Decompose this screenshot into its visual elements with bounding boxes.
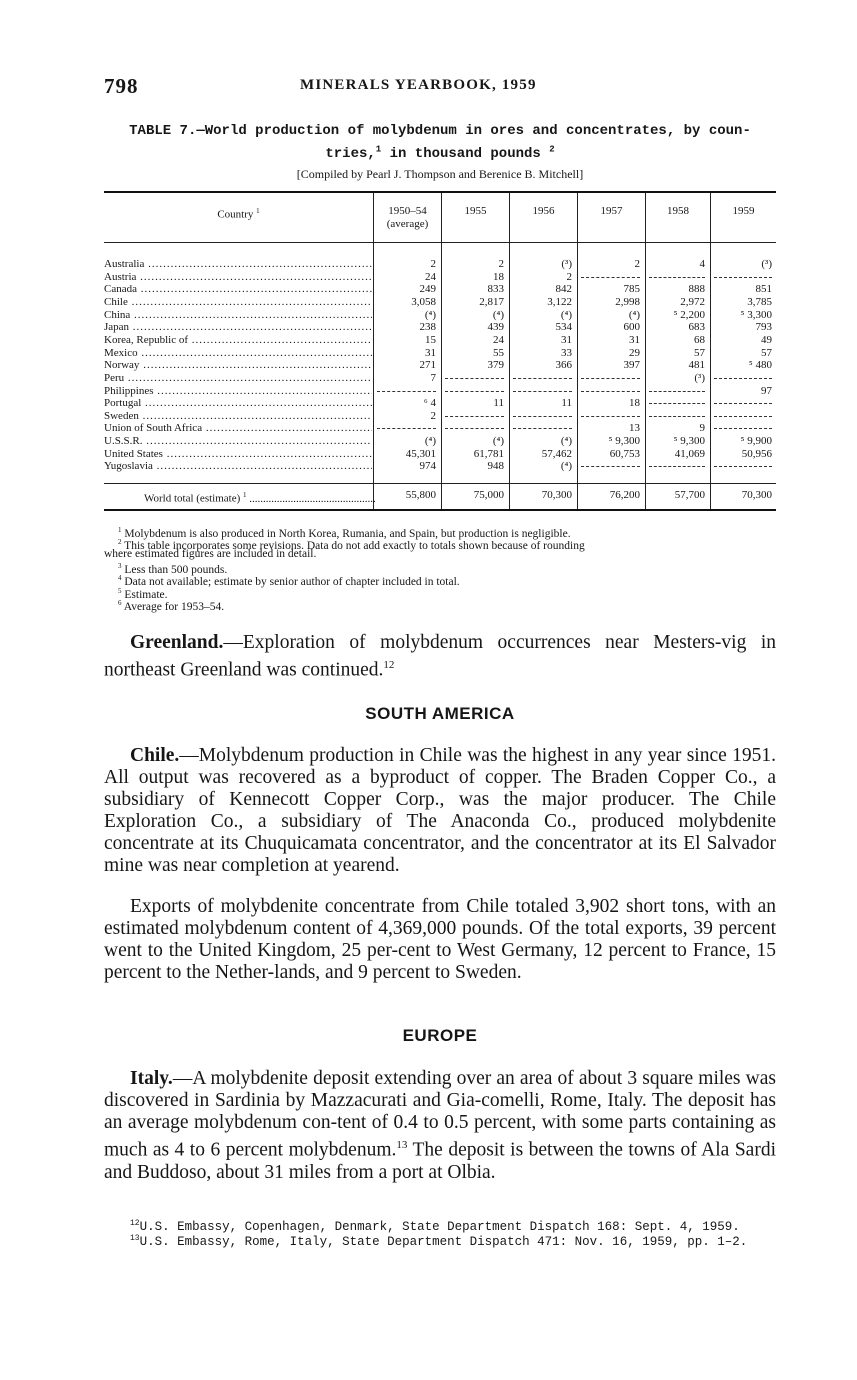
- table-footnote-text: Estimate.: [124, 588, 168, 601]
- table-cell: (³): [694, 371, 705, 384]
- table-cell: 3,122: [547, 295, 572, 308]
- table-cell: (⁴): [492, 435, 504, 448]
- table-footnote-text: Less than 500 pounds.: [124, 564, 228, 577]
- country-name: Australia .....: [104, 258, 372, 271]
- table-title-line1: TABLE 7.—World production of molybdenum in ores and concentrates, by coun-: [129, 123, 751, 139]
- table-cell: 683: [688, 321, 705, 334]
- table-cell: (⁴): [628, 308, 640, 321]
- table-row: [104, 435, 776, 448]
- total-cell: 76,200: [609, 489, 640, 501]
- section-heading-south-america: SOUTH AMERICA: [365, 704, 515, 723]
- table-cell: ⁵ 3,300: [740, 308, 772, 321]
- table-footnote-number: 4: [118, 574, 122, 583]
- table-row: [104, 422, 776, 435]
- table-row: [104, 359, 776, 372]
- header-year-note: (average): [386, 218, 429, 230]
- section-heading-europe: EUROPE: [402, 1026, 478, 1045]
- table-cell: (⁴): [424, 308, 436, 321]
- header-year-1956: 1956: [532, 205, 555, 217]
- empty-cell-dashes: [581, 416, 640, 417]
- table-cell: 271: [419, 359, 436, 372]
- table-cell: 11: [493, 397, 504, 410]
- table-cell: 41,069: [674, 447, 705, 460]
- country-name: Portugal .....: [104, 397, 372, 410]
- table-row: [104, 321, 776, 334]
- country-name: Yugoslavia .....: [104, 460, 372, 473]
- italy-text-a: —A molybdenite deposit extending over an area of about 3 square miles was discovered in Sardinia by Mazzacurati and Gia-comelli, Rome, Italy. The deposit has an average molybdenum con-tent of 0.4 to 0.5 percent, with some parts containing as much as 4 to 6 percent molybdenum.: [104, 1068, 776, 1161]
- footnote-text: U.S. Embassy, Copenhagen, Denmark, State Department Dispatch 168: Sept. 4, 1959.: [139, 1220, 740, 1235]
- empty-cell-dashes: [377, 428, 436, 429]
- table-cell: 2,817: [479, 295, 504, 308]
- table-cell: 842: [555, 283, 572, 296]
- table-cell: (³): [761, 258, 772, 270]
- page-number: 798: [104, 74, 139, 98]
- empty-cell-dashes: [649, 466, 705, 467]
- table-row: [104, 309, 776, 322]
- table-title: [104, 122, 776, 163]
- table-cell: 55: [493, 346, 504, 359]
- table-cell: 45,301: [405, 447, 436, 460]
- table-cell: 600: [623, 321, 640, 334]
- table-cell: (⁴): [424, 435, 436, 448]
- greenland-paragraph: [104, 632, 776, 682]
- header-year-1957: 1957: [600, 205, 623, 217]
- table-cell: 11: [561, 397, 572, 410]
- table-cell: 31: [425, 346, 436, 359]
- table-total-row: [104, 488, 776, 505]
- table-cell: 379: [487, 359, 504, 372]
- table-total-rule: [104, 483, 776, 484]
- country-name: Mexico .....: [104, 347, 372, 360]
- table-cell: 397: [623, 359, 640, 372]
- table-row: [104, 271, 776, 284]
- country-name: Austria .....: [104, 271, 372, 284]
- header-year-1959: 1959: [732, 205, 755, 217]
- empty-cell-dashes: [445, 428, 504, 429]
- table-cell: 833: [487, 283, 504, 296]
- table-footnote-number: 6: [118, 598, 122, 607]
- table-cell: 24: [425, 270, 436, 283]
- table-row: [104, 460, 776, 473]
- table-cell: 3,785: [747, 295, 772, 308]
- table-cell: 3,058: [411, 295, 436, 308]
- empty-cell-dashes: [581, 391, 640, 392]
- header-country-label: Country: [217, 208, 254, 221]
- total-cell: 75,000: [473, 489, 504, 501]
- table-cell: 60,753: [609, 447, 640, 460]
- empty-cell-dashes: [714, 428, 772, 429]
- table-cell: 2: [634, 258, 640, 270]
- total-cell: 55,800: [405, 489, 436, 501]
- table-cell: (⁴): [560, 460, 572, 473]
- table-cell: 31: [629, 333, 640, 346]
- empty-cell-dashes: [445, 416, 504, 417]
- table-cell: 13: [629, 422, 640, 435]
- table-row: [104, 347, 776, 360]
- header-year-label: 1950–54: [388, 205, 427, 217]
- table-cell: 18: [493, 270, 504, 283]
- total-cell: 70,300: [541, 489, 572, 501]
- italy-paragraph: [104, 1068, 776, 1184]
- header-country-sup: 1: [256, 207, 260, 215]
- empty-cell-dashes: [581, 466, 640, 467]
- table-cell: (⁴): [560, 435, 572, 448]
- table-cell: 57: [694, 346, 705, 359]
- greenland-text: —Exploration of molybdenum occurrences near Mesters-vig in northeast Greenland was continued.: [104, 632, 776, 681]
- table-cell: 57: [761, 346, 772, 359]
- table-cell: 2: [498, 258, 504, 270]
- table-cell: 24: [493, 333, 504, 346]
- table-cell: 18: [629, 397, 640, 410]
- title-sup-1: 1: [375, 144, 382, 154]
- table-header-rule: [104, 242, 776, 243]
- table-footnote-text: Molybdenum is also produced in North Korea, Rumania, and Spain, but production is negligible.: [124, 527, 571, 540]
- table-row: [104, 410, 776, 423]
- table-cell: 238: [419, 321, 436, 334]
- empty-cell-dashes: [513, 391, 572, 392]
- total-cell: 70,300: [741, 489, 772, 501]
- table-row: [104, 296, 776, 309]
- table-row: [104, 258, 776, 271]
- chile-paragraph-2: Exports of molybdenite concentrate from Chile totaled 3,902 short tons, with an estimated molybdenum content of 4,369,000 pounds. Of the total exports, 39 percent went to the United Kingdom, 25 per-cent to West Germany, 12 percent to France, 15 percent to the Nether-lands, and 9 percent to Sweden.: [104, 896, 776, 983]
- title-part-a: tries,: [325, 145, 376, 162]
- country-name: Union of South Africa .....: [104, 422, 372, 435]
- table-footnote-text: Average for 1953–54.: [123, 600, 225, 613]
- country-name: China .....: [104, 309, 372, 322]
- country-name: Chile .....: [104, 296, 372, 309]
- table-cell: ⁵ 9,300: [608, 435, 640, 448]
- table-footnote-text: Data not available; estimate by senior author of chapter included in total.: [124, 576, 460, 589]
- table-cell: 33: [561, 346, 572, 359]
- empty-cell-dashes: [445, 378, 504, 379]
- empty-cell-dashes: [513, 416, 572, 417]
- table-row: [104, 283, 776, 296]
- table-cell: 31: [561, 333, 572, 346]
- empty-cell-dashes: [714, 466, 772, 467]
- table-cell: 9: [699, 422, 705, 435]
- empty-cell-dashes: [513, 378, 572, 379]
- table-bottom-rule: [104, 509, 776, 511]
- empty-cell-dashes: [649, 391, 705, 392]
- empty-cell-dashes: [377, 391, 436, 392]
- empty-cell-dashes: [513, 428, 572, 429]
- table-cell: 15: [425, 333, 436, 346]
- table-cell: ⁵ 9,900: [740, 435, 772, 448]
- table-cell: 974: [419, 460, 436, 473]
- table-cell: 2: [430, 258, 436, 270]
- table-footnote-number: 1: [118, 526, 122, 534]
- country-name: United States .....: [104, 448, 372, 461]
- empty-cell-dashes: [581, 277, 640, 278]
- empty-cell-dashes: [714, 277, 772, 278]
- empty-cell-dashes: [714, 403, 772, 404]
- header-country: [104, 205, 373, 222]
- header-year-1950-54: [374, 205, 441, 231]
- empty-cell-dashes: [714, 416, 772, 417]
- page-footnote-13: [130, 1231, 810, 1250]
- footnote-text: U.S. Embassy, Rome, Italy, State Department Dispatch 471: Nov. 16, 1959, pp. 1–2.: [139, 1235, 748, 1250]
- country-name: U.S.S.R. .....: [104, 435, 372, 448]
- table-cell: 534: [555, 321, 572, 334]
- table-footnote: [104, 548, 776, 561]
- running-title: MINERALS YEARBOOK, 1959: [300, 77, 537, 93]
- table-cell: 439: [487, 321, 504, 334]
- table-cell: 61,781: [473, 447, 504, 460]
- header-year-1958: 1958: [667, 205, 689, 217]
- table-footnote-text: where estimated figures are included in detail.: [104, 548, 317, 561]
- table-footnote-number: 5: [118, 586, 122, 595]
- table-cell: 2: [566, 270, 572, 283]
- table-cell: 249: [419, 283, 436, 296]
- table-compiled-by: [Compiled by Pearl J. Thompson and Berenice B. Mitchell]: [296, 167, 584, 181]
- table-cell: 888: [688, 283, 705, 296]
- table-cell: 2,998: [615, 295, 640, 308]
- table-row: [104, 334, 776, 347]
- table-cell: 50,956: [741, 447, 772, 460]
- table-cell: ⁵ 480: [748, 359, 772, 372]
- table-cell: 7: [430, 371, 436, 384]
- country-name: Philippines .....: [104, 385, 372, 398]
- empty-cell-dashes: [649, 416, 705, 417]
- italy-sup: 13: [396, 1139, 408, 1151]
- table-cell: 785: [623, 283, 640, 296]
- table-cell: (³): [561, 258, 572, 270]
- country-name: Japan .....: [104, 321, 372, 334]
- table-row: [104, 397, 776, 410]
- table-cell: (⁴): [560, 308, 572, 321]
- footnote-number: 12: [130, 1219, 140, 1228]
- table-cell: 2: [430, 409, 436, 422]
- title-sup-2: 2: [549, 144, 555, 154]
- total-cell: 57,700: [674, 489, 705, 501]
- italy-runin: Italy.: [130, 1068, 173, 1089]
- table-row: [104, 385, 776, 398]
- table-cell: 366: [555, 359, 572, 372]
- table-cell: (⁴): [492, 308, 504, 321]
- country-name: Sweden .....: [104, 410, 372, 423]
- table-cell: 481: [688, 359, 705, 372]
- country-name: Peru .....: [104, 372, 372, 385]
- table-cell: 2,972: [680, 295, 705, 308]
- footnote-number: 13: [130, 1234, 140, 1243]
- empty-cell-dashes: [445, 391, 504, 392]
- empty-cell-dashes: [649, 403, 705, 404]
- total-label: [144, 488, 376, 506]
- empty-cell-dashes: [649, 277, 705, 278]
- table-footnote-number: 3: [118, 562, 122, 571]
- total-label-sup: 1: [243, 491, 247, 499]
- chile-text-1: —Molybdenum production in Chile was the highest in any year since 1951. All output was recovered as a byproduct of copper. The Braden Copper Co., a subsidiary of Kennecott Copper Corp., was the major producer. The Chile Exploration Co., a subsidiary of The Anaconda Co., produced molybdenite concentrate at its Chuquicamata concentrator, and the concentrator at its El Salvador mine was near completion at yearend.: [104, 745, 776, 876]
- table-cell: ⁵ 9,300: [673, 435, 705, 448]
- title-part-b: in thousand pounds: [381, 145, 541, 162]
- empty-cell-dashes: [581, 378, 640, 379]
- table-title-line2: [325, 146, 554, 162]
- empty-cell-dashes: [714, 378, 772, 379]
- greenland-sup: 12: [383, 659, 395, 671]
- table-cell: 4: [699, 258, 705, 270]
- total-label-text: World total (estimate): [144, 492, 241, 505]
- table-row: [104, 448, 776, 461]
- table-footnote-number: 2: [118, 538, 122, 547]
- table-row: [104, 372, 776, 385]
- greenland-runin: Greenland.: [130, 632, 224, 653]
- table-cell: ⁵ 2,200: [673, 308, 705, 321]
- table-cell: 793: [755, 321, 772, 334]
- chile-runin: Chile.: [130, 745, 180, 766]
- table-cell: 97: [761, 384, 772, 397]
- country-name: Norway .....: [104, 359, 372, 372]
- table-footnote-text: This table incorporates some revisions. Data do not add exactly to totals shown because of rounding: [124, 539, 585, 552]
- table-cell: 57,462: [541, 447, 572, 460]
- table-cell: 68: [694, 333, 705, 346]
- country-name: Canada .....: [104, 283, 372, 296]
- chile-paragraph-1: [104, 745, 776, 877]
- country-name: Korea, Republic of .....: [104, 334, 372, 347]
- table-cell: 29: [629, 346, 640, 359]
- table-cell: ⁶ 4: [423, 397, 436, 410]
- table-cell: 851: [755, 283, 772, 296]
- italy-text-b: The deposit is between the towns of Ala Sardi and Buddoso, about 31 miles from a port at Olbia.: [104, 1139, 776, 1183]
- table-footnote: [104, 597, 790, 614]
- header-year-1955: 1955: [464, 205, 487, 217]
- table-top-rule: [104, 191, 776, 193]
- table-cell: 49: [761, 333, 772, 346]
- table-cell: 948: [487, 460, 504, 473]
